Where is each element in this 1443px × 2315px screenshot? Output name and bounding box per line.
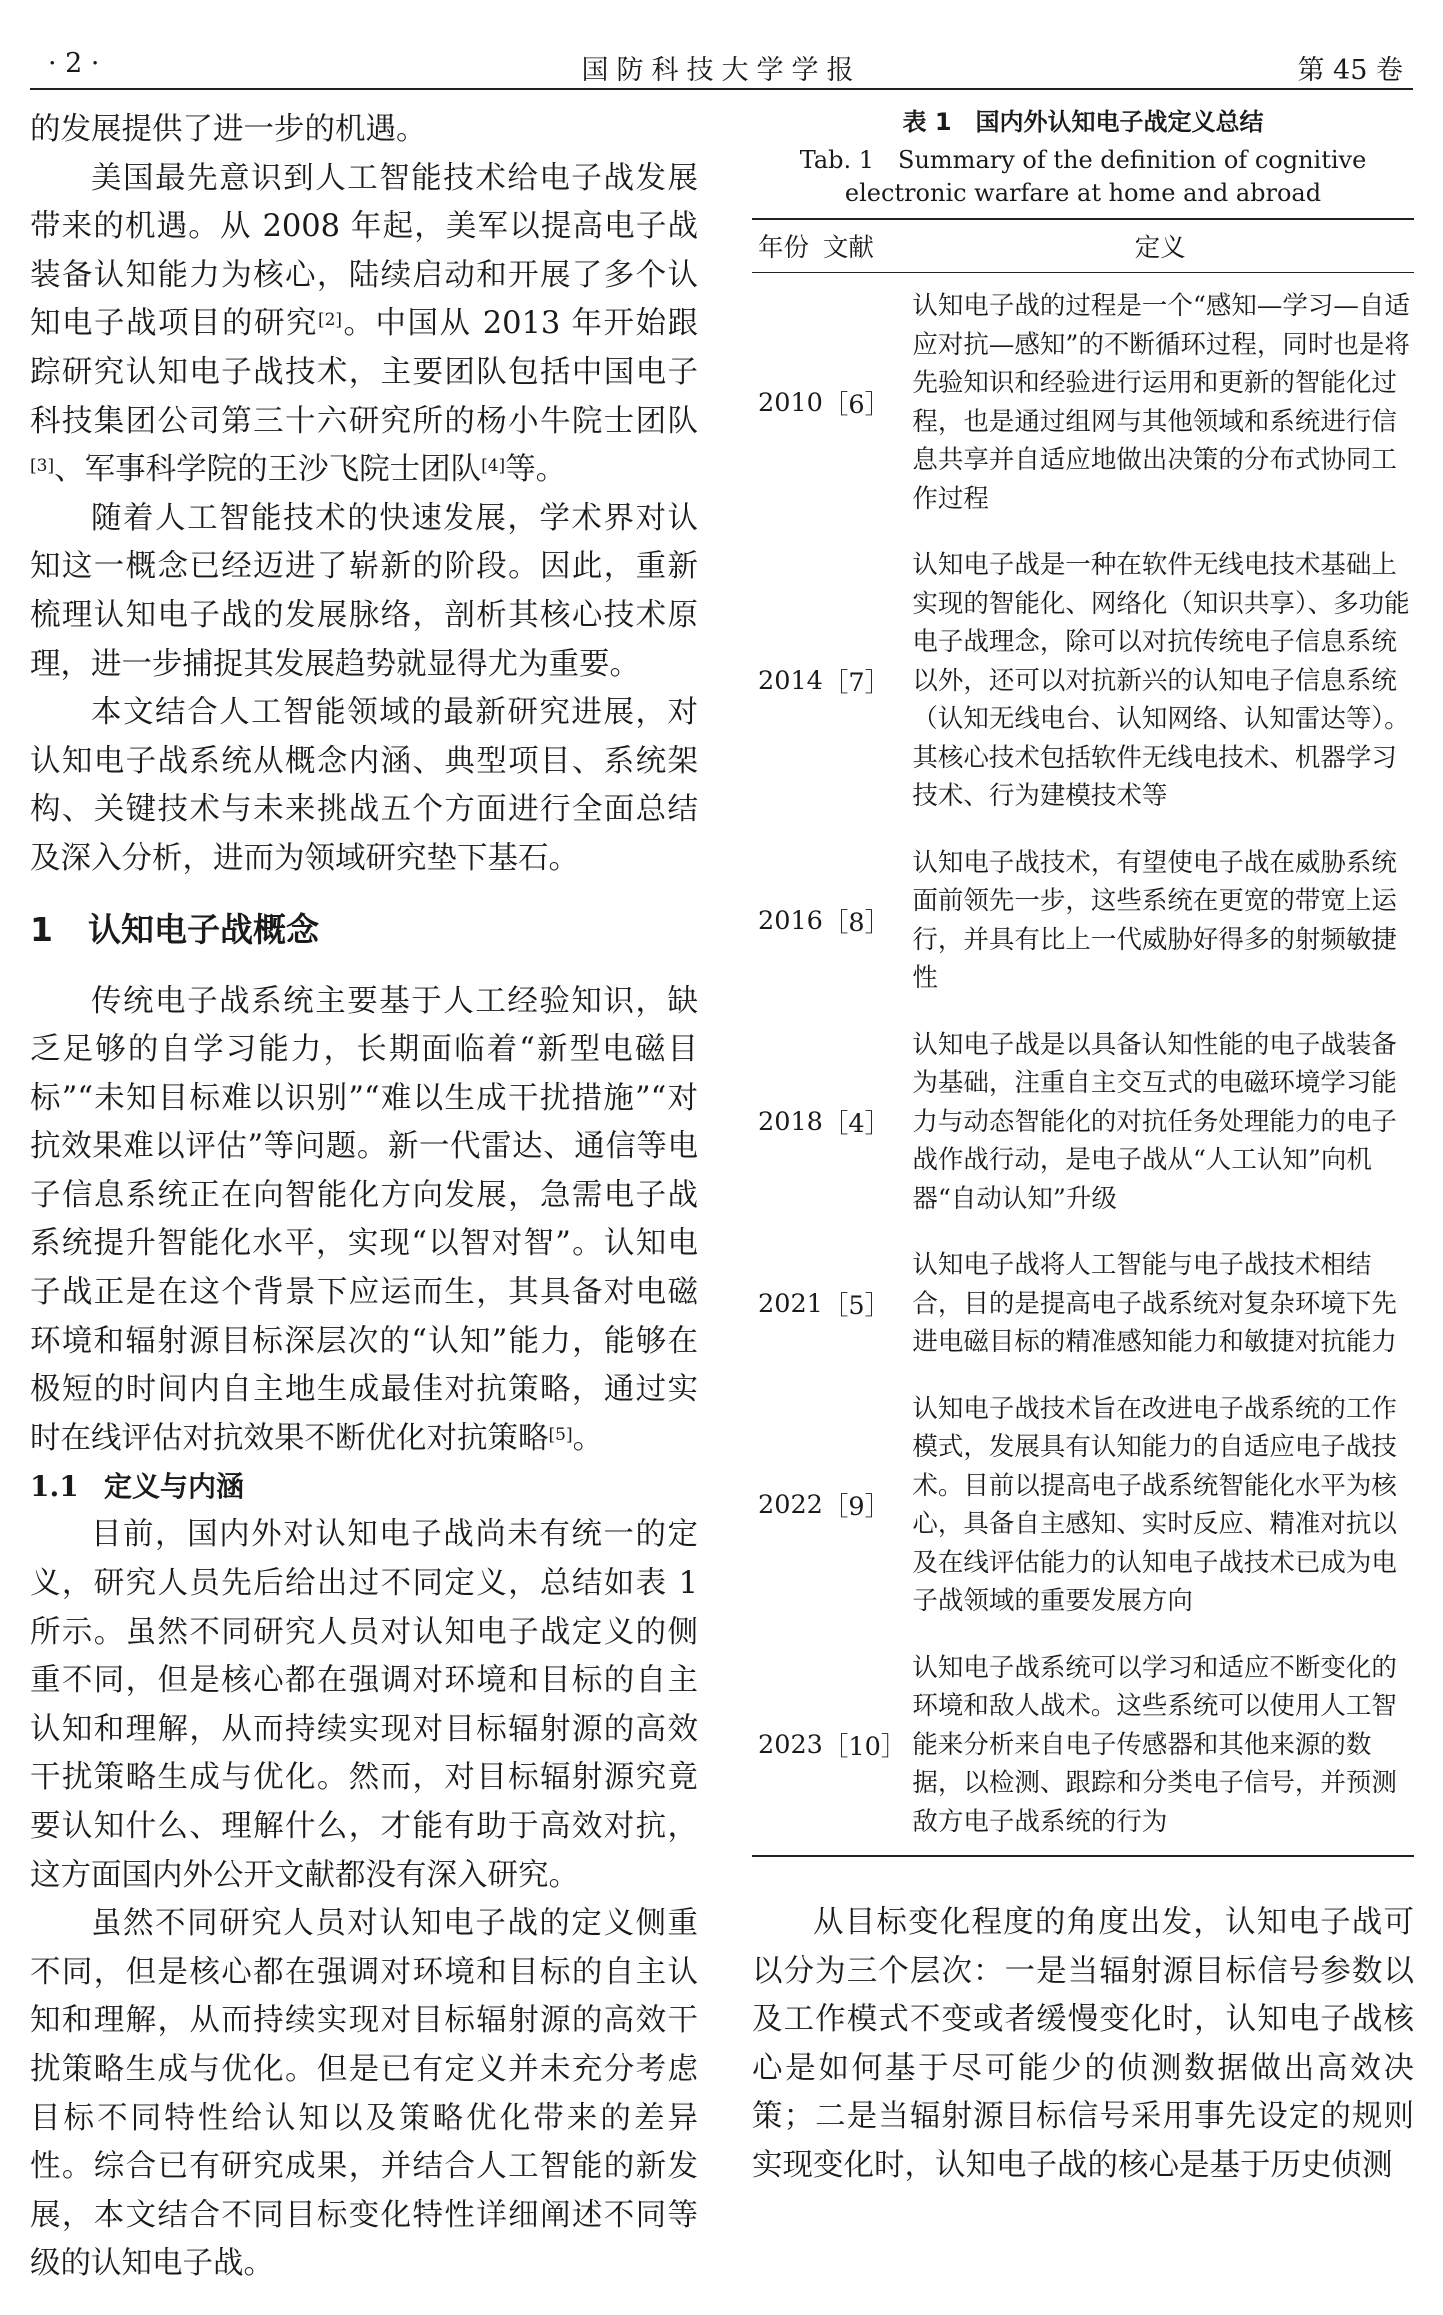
cell-ref: ［8］: [822, 907, 891, 938]
left-column: [30, 106, 698, 2289]
cell-definition: 认知电子战的过程是一个“感知—学习—自适应对抗—感知”的不断循环过程，同时也是将先验知识和经验进行运用和更新的智能化过程，也是通过组网与其他领域和系统进行信息共享并自适应地做出决策的分布式协同工作过程: [912, 291, 1410, 514]
cell-year: 2010: [758, 387, 823, 418]
cell-ref: ［5］: [822, 1290, 891, 1321]
cell-ref: ［10］: [823, 1635, 906, 1857]
table-header-row: [752, 219, 1414, 273]
page-number: · 2 ·: [48, 48, 100, 79]
cell-year: 2014: [758, 665, 823, 696]
table-row: [752, 532, 1414, 830]
citation: [2]: [317, 310, 343, 331]
paragraph: 美国最先意识到人工智能技术给电子战发展带来的机遇。从 2008 年起，美军以提高电子战装备认知能力为核心，陆续启动和开展了多个认知电子战项目的研究[2]。中国从 2013 年开始跟踪研究认知电子战技术，主要团队包括中国电子科技集团公司第三十六研究所的杨小牛院士团队[3]、军事科学院的王沙飞院士团队[4]等。: [30, 160, 698, 488]
table-row: [752, 1635, 1414, 1857]
cell-definition: 认知电子战是以具备认知性能的电子战装备为基础，注重自主交互式的电磁环境学习能力与动态智能化的对抗任务处理能力的电子战作战行动，是电子战从“人工认知”向机器“自动认知”升级: [912, 1029, 1397, 1214]
paragraph: 随着人工智能技术的快速发展，学术界对认知这一概念已经迈进了崭新的阶段。因此，重新梳理认知电子战的发展脉络，剖析其核心技术原理，进一步捕捉其发展趋势就显得尤为重要。: [30, 500, 698, 682]
table-row: [752, 1376, 1414, 1635]
definition-table: [752, 218, 1414, 1857]
table-row: [752, 1012, 1414, 1233]
cell-ref: ［7］: [822, 667, 891, 698]
cell-ref: ［9］: [822, 1492, 891, 1522]
cell-year: 2022: [758, 1490, 823, 1520]
column-header-year: 年份: [752, 219, 823, 273]
table-caption-en: Tab. 1 Summary of the definition of cognitive electronic warfare at home and abroad: [799, 146, 1367, 207]
paragraph: 本文结合人工智能领域的最新研究进展，对认知电子战系统从概念内涵、典型项目、系统架构、关键技术与未来挑战五个方面进行全面总结及深入分析，进而为领域研究垫下基石。: [30, 695, 698, 876]
page-header: [30, 38, 1413, 90]
table-row: [752, 1232, 1414, 1376]
right-column: [752, 106, 1414, 2191]
section-heading: 1 认知电子战概念: [30, 909, 319, 949]
citation: [4]: [481, 456, 506, 477]
journal-title: 国防科技大学学报: [581, 55, 862, 86]
cell-definition: 认知电子战系统可以学习和适应不断变化的环境和敌人战术。这些系统可以使用人工智能来分析来自电子传感器和其他来源的数据，以检测、跟踪和分类电子信号，并预测敌方电子战系统的行为: [906, 1635, 1414, 1857]
paragraph: 从目标变化程度的角度出发，认知电子战可以分为三个层次：一是当辐射源目标信号参数以及工作模式不变或者缓慢变化时，认知电子战核心是如何基于尽可能少的侦测数据做出高效决策；二是当辐射源目标信号采用事先设定的规则实现变化时，认知电子战的核心是基于历史侦测: [752, 1905, 1414, 2183]
paragraph: 的发展提供了进一步的机遇。: [30, 112, 427, 147]
paragraph: 传统电子战系统主要基于人工经验知识，缺乏足够的自学习能力，长期面临着“新型电磁目标”“未知目标难以识别”“难以生成干扰措施”“对抗效果难以评估”等问题。新一代雷达、通信等电子信息系统正在向智能化方向发展，急需电子战系统提升智能化水平，实现“以智对智”。认知电子战正是在这个背景下应运而生，其具备对电磁环境和辐射源目标深层次的“认知”能力，能够在极短的时间内自主地生成最佳对抗策略，通过实时在线评估对抗效果不断优化对抗策略[5]。: [30, 983, 698, 1456]
cell-year: 2018: [758, 1106, 823, 1137]
table-caption-cn: 表 1 国内外认知电子战定义总结: [902, 108, 1264, 136]
table-row: [752, 830, 1414, 1012]
volume-label: 第 45 卷: [1297, 55, 1403, 86]
table-row: [752, 273, 1414, 533]
paragraph: 虽然不同研究人员对认知电子战的定义侧重不同，但是核心都在强调对环境和目标的自主认知和理解，从而持续实现对目标辐射源的高效干扰策略生成与优化。但是已有定义并未充分考虑目标不同特性给认知以及策略优化带来的差异性。综合已有研究成果，并结合人工智能的新发展，本文结合不同目标变化特性详细阐述不同等级的认知电子战。: [30, 1906, 698, 2282]
cell-definition: 认知电子战技术旨在改进电子战系统的工作模式，发展具有认知能力的自适应电子战技术。目前以提高电子战系统智能化水平为核心，具备自主感知、实时反应、精准对抗以及在线评估能力的认知电子战技术已成为电子战领域的重要发展方向: [912, 1393, 1397, 1616]
cell-year: 2016: [758, 905, 823, 936]
subsection-heading: 1.1 定义与内涵: [30, 1470, 245, 1504]
cell-year: 2023: [752, 1635, 823, 1857]
cell-year: 2021: [758, 1288, 823, 1319]
paragraph: 目前，国内外对认知电子战尚未有统一的定义，研究人员先后给出过不同定义，总结如表 1 所示。虽然不同研究人员对认知电子战定义的侧重不同，但是核心都在强调对环境和目标的自主认知和理解，从而持续实现对目标辐射源的高效干扰策略生成与优化。然而，对目标辐射源究竟要认知什么、理解什么，才能有助于高效对抗，这方面国内外公开文献都没有深入研究。: [30, 1517, 698, 1893]
citation: [5]: [548, 1424, 573, 1445]
column-header-definition: 定义: [906, 219, 1414, 273]
cell-ref: ［4］: [822, 1108, 891, 1139]
cell-definition: 认知电子战将人工智能与电子战技术相结合，目的是提高电子战系统对复杂环境下先进电磁目标的精准感知能力和敏捷对抗能力: [912, 1250, 1397, 1357]
cell-ref: ［6］: [822, 389, 891, 420]
citation: [3]: [30, 456, 55, 477]
cell-definition: 认知电子战是一种在软件无线电技术基础上实现的智能化、网络化（知识共享）、多功能电子战理念，除可以对抗传统电子信息系统以外，还可以对抗新兴的认知电子信息系统（认知无线电台、认知网络、认知雷达等）。其核心技术包括软件无线电技术、机器学习技术、行为建模技术等: [912, 550, 1410, 811]
column-header-ref: 文献: [823, 219, 906, 273]
cell-definition: 认知电子战技术，有望使电子战在威胁系统面前领先一步，这些系统在更宽的带宽上运行，并具有比上一代威胁好得多的射频敏捷性: [912, 847, 1397, 993]
